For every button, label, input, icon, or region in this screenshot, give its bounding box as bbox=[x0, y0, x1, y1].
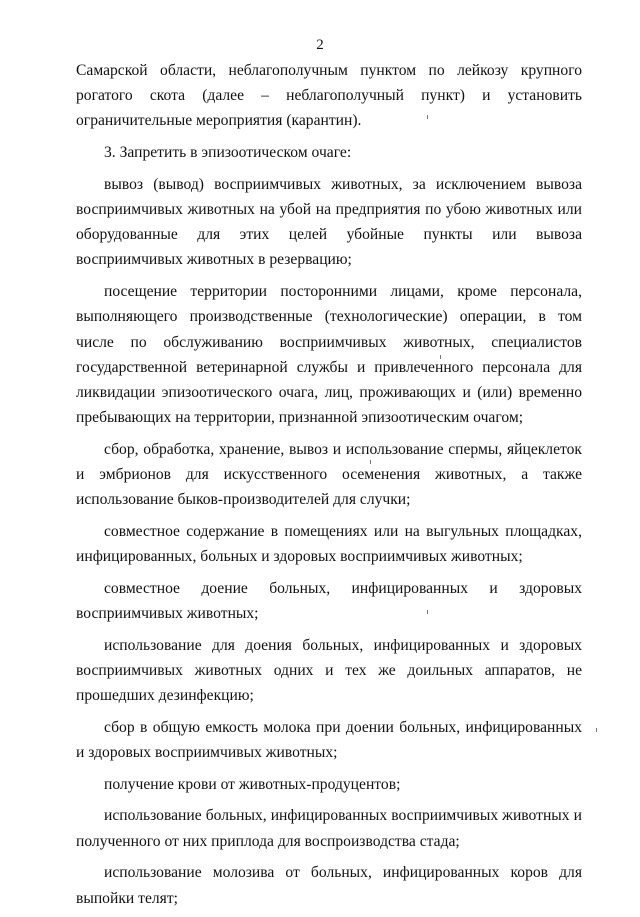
scan-speck bbox=[440, 355, 441, 359]
paragraph-milking-machines: использование для доения больных, инфицированных и здоровых восприимчивых животных одних и тех же доильных аппаратов, не прошедших дезинфекцию; bbox=[76, 636, 582, 705]
paragraph-continuation: Самарской области, неблагополучным пунктом по лейкозу крупного рогатого скота (далее – неблагополучный пункт) и установить ограничительные мероприятия (карантин). bbox=[76, 62, 582, 130]
paragraph-export-animals: вывоз (вывод) восприимчивых животных, за исключением вывоза восприимчивых животных на убой на предприятия по убою животных или оборудованные для этих целей убойные пункты или вывоза восприимчивых животных в резервацию; bbox=[76, 175, 582, 269]
page-number: 2 bbox=[316, 37, 324, 53]
scan-speck bbox=[427, 610, 428, 614]
scan-speck bbox=[370, 460, 371, 464]
paragraph-blood-collection: получение крови от животных-продуцентов; bbox=[104, 775, 401, 793]
paragraph-item-3-heading: 3. Запретить в эпизоотическом очаге: bbox=[104, 144, 352, 162]
scan-speck bbox=[427, 115, 428, 119]
paragraph-sperm-embryos: сбор, обработка, хранение, вывоз и использование спермы, яйцеклеток и эмбрионов для искусственного осеменения животных, а также использование быков-производителей для случки; bbox=[76, 440, 582, 509]
paragraph-reproduction: использование больных, инфицированных восприимчивых животных и полученного от них приплода для воспроизводства стада; bbox=[76, 807, 582, 850]
scan-speck bbox=[596, 728, 597, 732]
paragraph-milk-collection: сбор в общую емкость молока при доении больных, инфицированных и здоровых восприимчивых животных; bbox=[76, 718, 582, 762]
paragraph-joint-keeping: совместное содержание в помещениях или на выгульных площадках, инфицированных, больных и здоровых восприимчивых животных; bbox=[76, 522, 582, 566]
paragraph-colostrum: использование молозива от больных, инфицированных коров для выпойки телят; bbox=[76, 864, 582, 907]
paragraph-joint-milking: совместное доение больных, инфицированных и здоровых восприимчивых животных; bbox=[76, 579, 582, 623]
document-body bbox=[76, 58, 582, 917]
paragraph-visiting-territory: посещение территории посторонними лицами, кроме персонала, выполняющего производственные (технологические) операции, в том числе по обслуживанию восприимчивых животных, специалистов государственной ветеринарной службы и привлеченного персонала для ликвидации эпизоотического очага, лиц, проживающих и (или) временно пребывающих на территории, признанной эпизоотическим очагом; bbox=[76, 283, 582, 427]
